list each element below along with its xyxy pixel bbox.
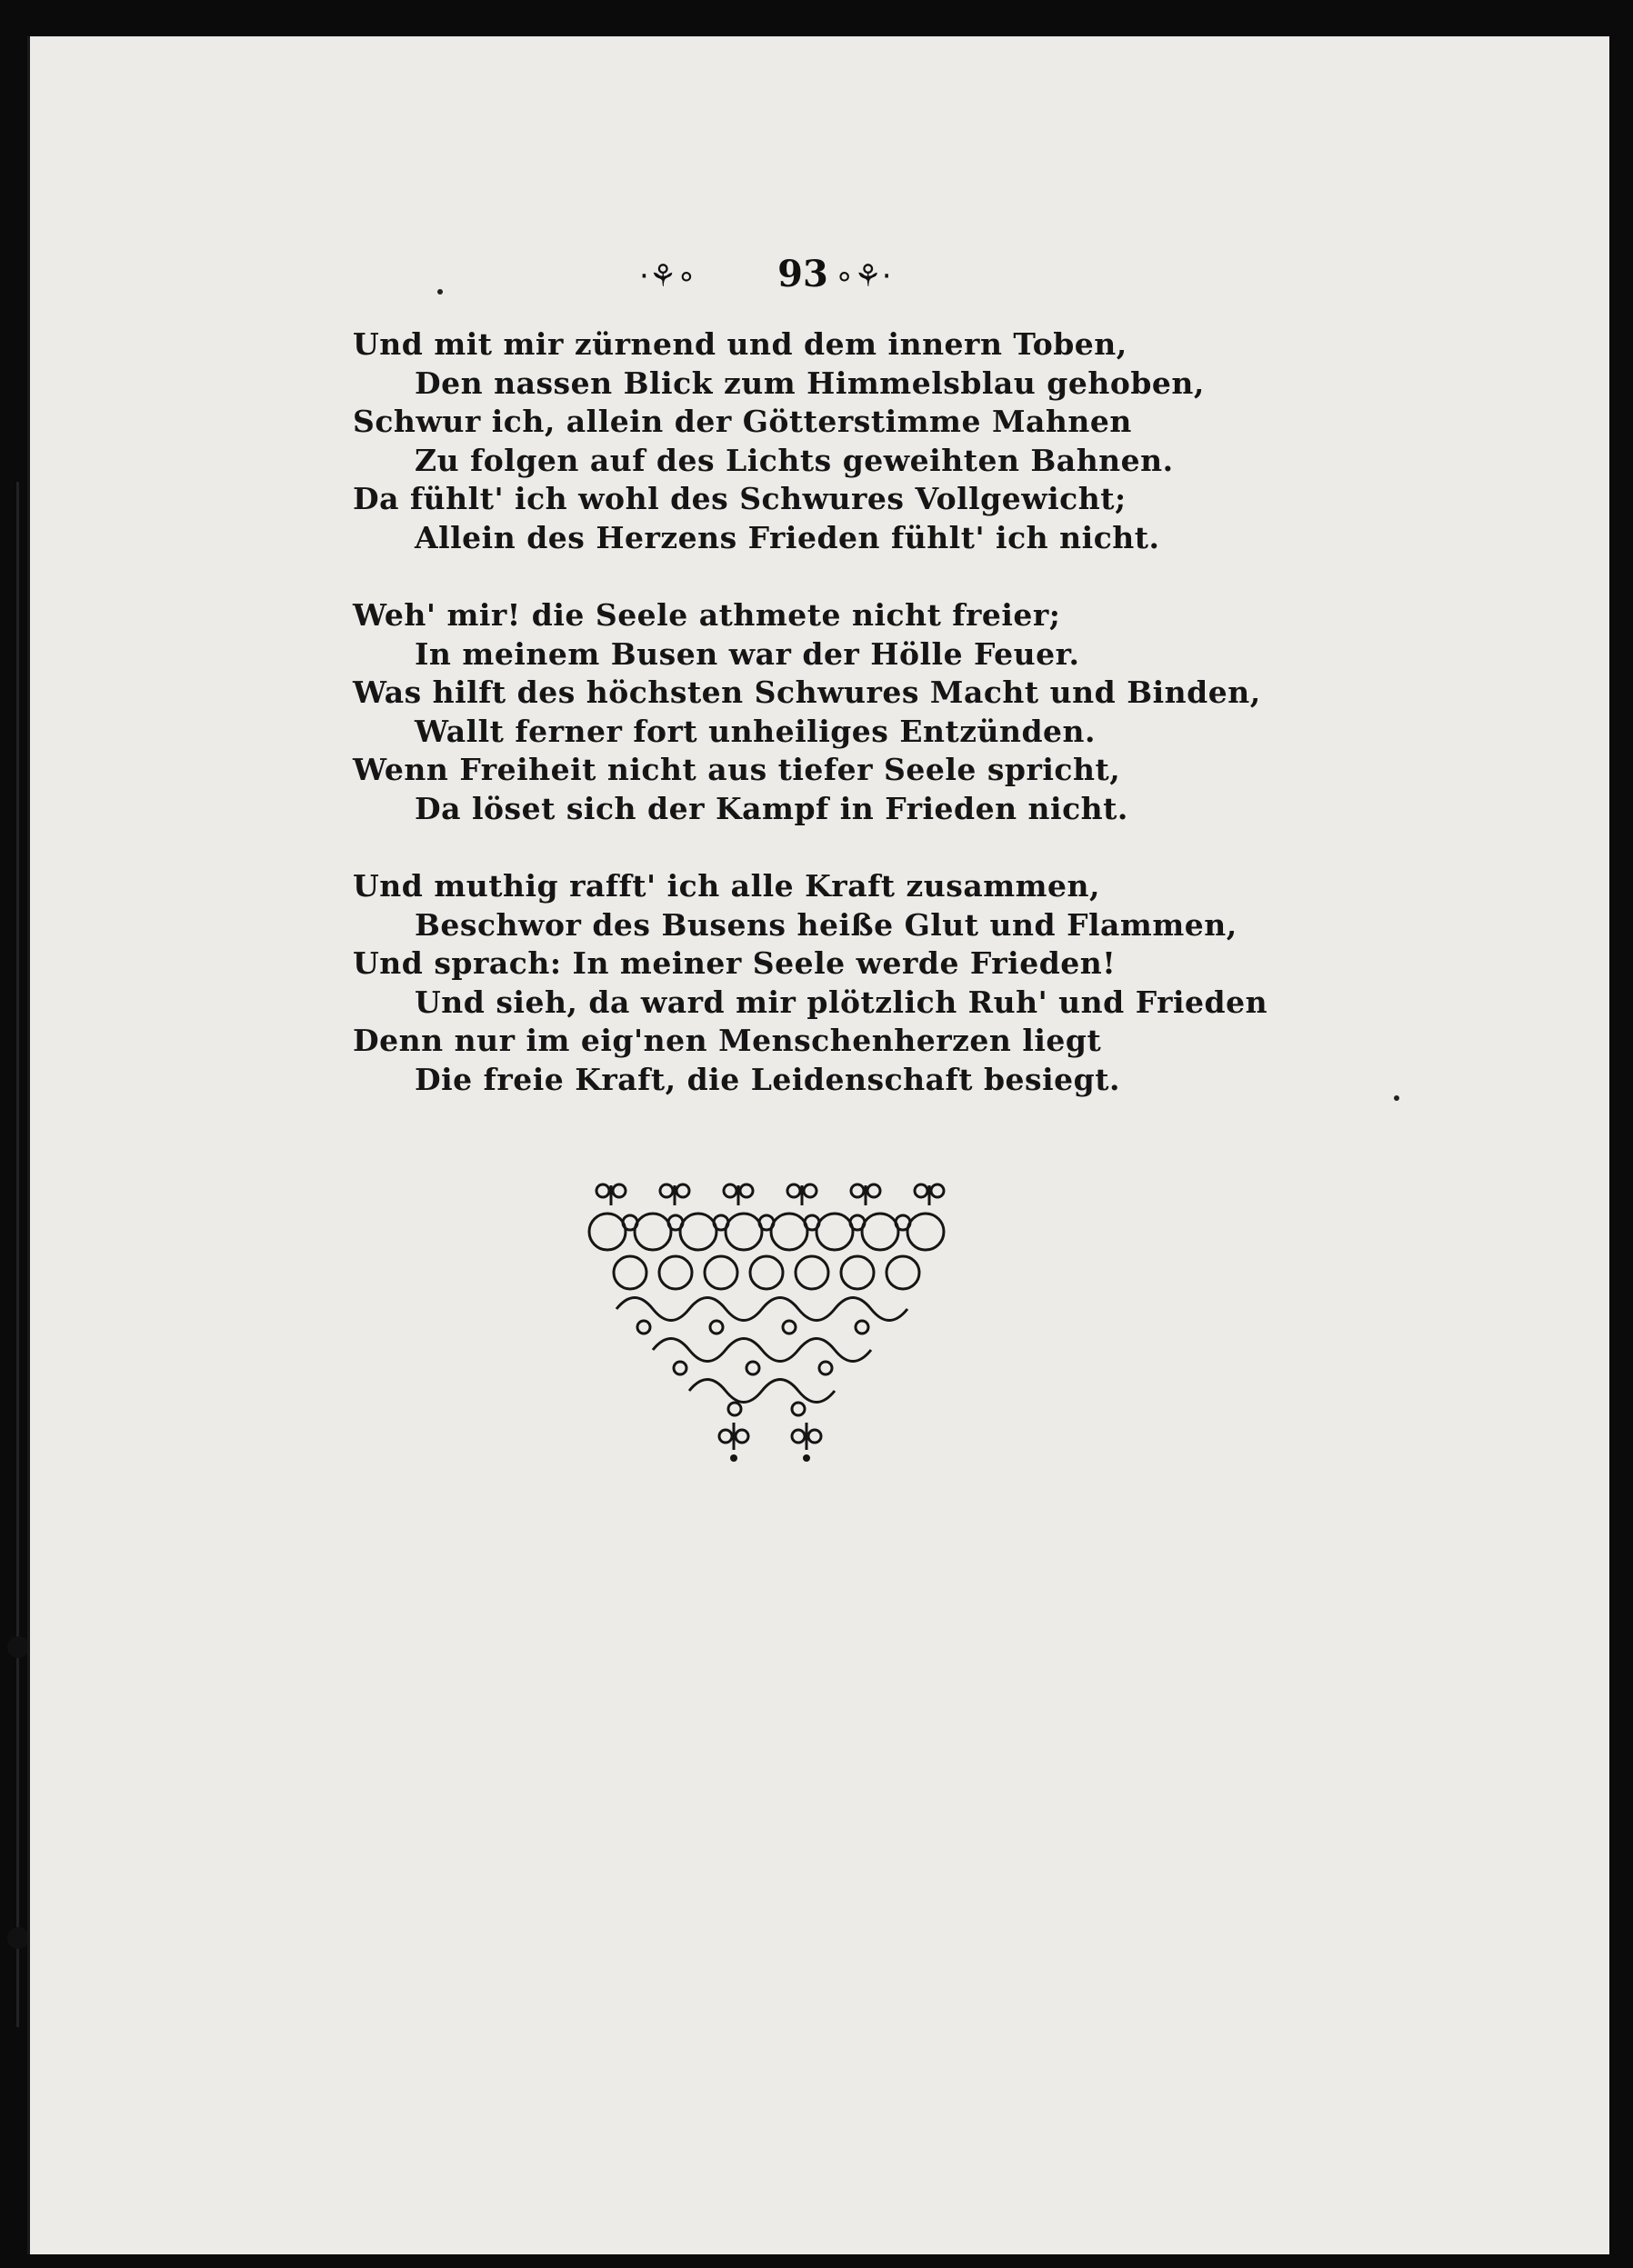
- poem-line: In meinem Busen war der Hölle Feuer.: [415, 635, 1080, 672]
- stray-dot: [1394, 1095, 1399, 1101]
- poem-line: Und sprach: In meiner Seele werde Frieden!: [353, 945, 1117, 981]
- binding-mark: [7, 1927, 29, 1949]
- poem-line: Allein des Herzens Frieden fühlt' ich nicht.: [415, 519, 1160, 555]
- stanza: [353, 867, 1268, 1099]
- poem-line: Weh' mir! die Seele athmete nicht freier;: [353, 597, 1061, 633]
- poem-line: Zu folgen auf des Lichts geweihten Bahnen.: [415, 442, 1174, 478]
- poem-line: Und muthig rafft' ich alle Kraft zusammen,: [353, 868, 1101, 904]
- fleuron-left-icon: ·⚘∘: [639, 258, 696, 295]
- binding-edge-line: [16, 482, 19, 2027]
- stray-dot: [437, 289, 443, 295]
- poem-line: Schwur ich, allein der Götterstimme Mahnen: [353, 404, 1132, 439]
- poem-line: Und sieh, da ward mir plötzlich Ruh' und Frieden: [415, 984, 1268, 1020]
- page-header: [30, 253, 1612, 307]
- poem-line: Wenn Freiheit nicht aus tiefer Seele spricht,: [353, 752, 1121, 787]
- poem-line: Da fühlt' ich wohl des Schwures Vollgewicht;: [353, 481, 1127, 516]
- fleuron-right-icon: ∘⚘·: [835, 258, 892, 295]
- stanza: [353, 596, 1262, 828]
- stanza: [353, 325, 1262, 557]
- book-page: [27, 36, 1609, 2254]
- binding-mark: [7, 1636, 29, 1658]
- poem-line: Und mit mir zürnend und dem innern Toben,: [353, 326, 1127, 362]
- poem-line: Was hilft des höchsten Schwures Macht und Binden,: [353, 674, 1261, 710]
- poem-line: Da löset sich der Kampf in Frieden nicht.: [415, 790, 1128, 826]
- tailpiece-ornament-icon: [566, 1173, 1003, 1473]
- poem-line: Die freie Kraft, die Leidenschaft besiegt.: [415, 1061, 1120, 1097]
- poem-line: Den nassen Blick zum Himmelsblau gehoben,: [415, 365, 1205, 401]
- poem-line: Beschwor des Busens heiße Glut und Flammen,: [415, 906, 1237, 943]
- page-number: 93: [777, 253, 828, 295]
- poem-line: Denn nur im eig'nen Menschenherzen liegt: [353, 1023, 1102, 1058]
- poem-line: Wallt ferner fort unheiliges Entzünden.: [415, 713, 1097, 749]
- poem-text: [353, 325, 1268, 1138]
